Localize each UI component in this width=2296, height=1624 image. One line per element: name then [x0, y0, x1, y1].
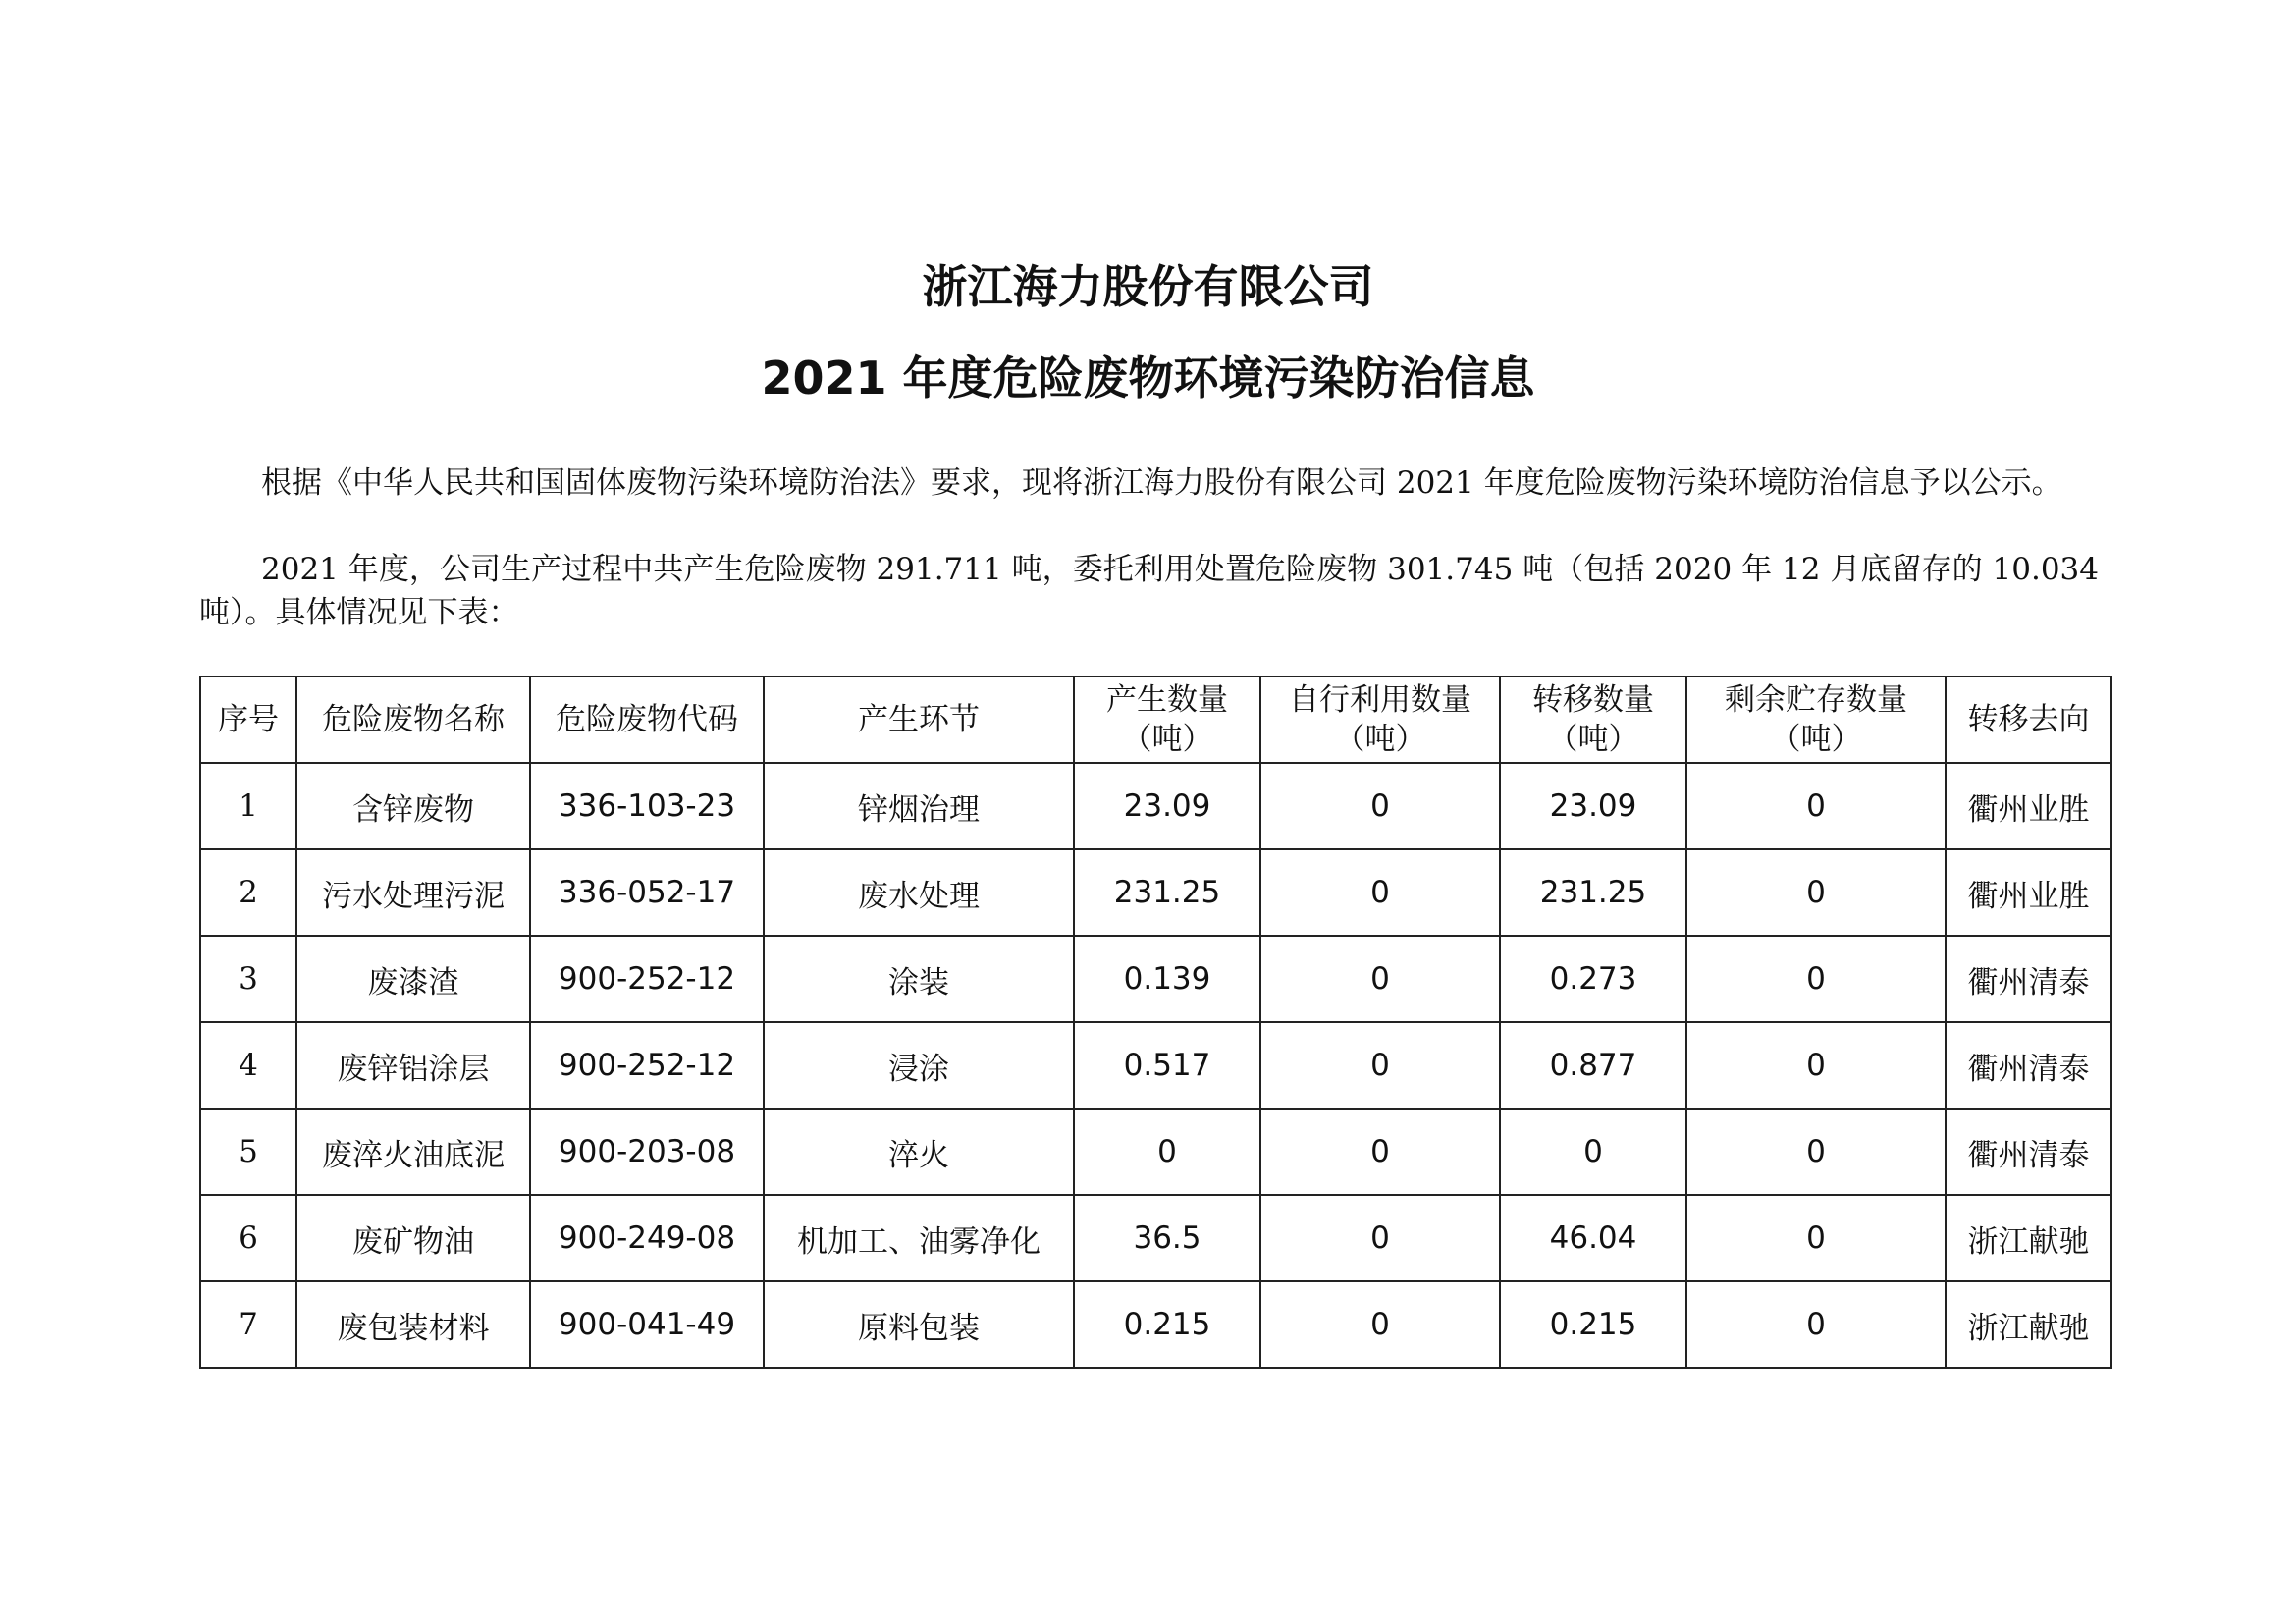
document-title: 浙江海力股份有限公司: [922, 260, 1374, 313]
cell-name: 含锌废物: [296, 763, 530, 849]
cell-code: 900-249-08: [530, 1195, 764, 1281]
table-row: [200, 1109, 2111, 1195]
cell-self-use: 0: [1260, 849, 1500, 936]
table-row: [200, 1022, 2111, 1109]
cell-stage: 废水处理: [764, 849, 1074, 936]
table-row: [200, 1281, 2111, 1368]
cell-produced: 36.5: [1074, 1195, 1260, 1281]
table-header-row: [200, 677, 2111, 763]
cell-produced: 0: [1074, 1109, 1260, 1195]
cell-name: 废淬火油底泥: [296, 1109, 530, 1195]
hazardous-waste-table: [199, 676, 2112, 1369]
header-remaining-label: 剩余贮存数量: [1725, 682, 1907, 718]
cell-remaining: 0: [1686, 1109, 1946, 1195]
cell-code: 336-052-17: [530, 849, 764, 936]
header-transfer-label: 转移数量: [1532, 682, 1654, 718]
header-self-use-label: 自行利用数量: [1289, 682, 1471, 718]
table-row: [200, 849, 2111, 936]
cell-name: 污水处理污泥: [296, 849, 530, 936]
header-code: 危险废物代码: [530, 677, 764, 763]
document-subtitle: 2021 年度危险废物环境污染防治信息: [761, 352, 1535, 405]
cell-code: 336-103-23: [530, 763, 764, 849]
cell-code: 900-252-12: [530, 936, 764, 1022]
cell-self-use: 0: [1260, 936, 1500, 1022]
header-name: 危险废物名称: [296, 677, 530, 763]
cell-destination: 衢州业胜: [1946, 849, 2111, 936]
cell-transfer: 0.215: [1500, 1281, 1686, 1368]
cell-stage: 淬火: [764, 1109, 1074, 1195]
cell-stage: 机加工、油雾净化: [764, 1195, 1074, 1281]
cell-code: 900-252-12: [530, 1022, 764, 1109]
cell-seq: 1: [200, 763, 296, 849]
cell-destination: 浙江献驰: [1946, 1195, 2111, 1281]
cell-seq: 4: [200, 1022, 296, 1109]
cell-seq: 7: [200, 1281, 296, 1368]
cell-produced: 23.09: [1074, 763, 1260, 849]
cell-name: 废矿物油: [296, 1195, 530, 1281]
cell-destination: 衢州清泰: [1946, 1022, 2111, 1109]
cell-remaining: 0: [1686, 1195, 1946, 1281]
cell-code: 900-041-49: [530, 1281, 764, 1368]
header-remaining: [1686, 677, 1946, 763]
cell-transfer: 231.25: [1500, 849, 1686, 936]
cell-stage: 浸涂: [764, 1022, 1074, 1109]
cell-name: 废锌铝涂层: [296, 1022, 530, 1109]
cell-remaining: 0: [1686, 849, 1946, 936]
cell-transfer: 23.09: [1500, 763, 1686, 849]
header-produced-unit: （吨）: [1121, 722, 1213, 757]
table-row: [200, 936, 2111, 1022]
cell-name: 废漆渣: [296, 936, 530, 1022]
cell-remaining: 0: [1686, 763, 1946, 849]
header-stage: 产生环节: [764, 677, 1074, 763]
header-produced-label: 产生数量: [1106, 682, 1228, 718]
cell-remaining: 0: [1686, 936, 1946, 1022]
intro-paragraph: 根据《中华人民共和国固体废物污染环境防治法》要求，现将浙江海力股份有限公司 2021 年度危险废物污染环境防治信息予以公示。: [261, 465, 2062, 501]
cell-code: 900-203-08: [530, 1109, 764, 1195]
header-produced: [1074, 677, 1260, 763]
cell-self-use: 0: [1260, 1109, 1500, 1195]
cell-self-use: 0: [1260, 1281, 1500, 1368]
header-self-use-unit: （吨）: [1334, 722, 1426, 757]
cell-destination: 衢州清泰: [1946, 1109, 2111, 1195]
cell-self-use: 0: [1260, 1195, 1500, 1281]
cell-remaining: 0: [1686, 1281, 1946, 1368]
cell-transfer: 0: [1500, 1109, 1686, 1195]
cell-destination: 衢州清泰: [1946, 936, 2111, 1022]
cell-transfer: 46.04: [1500, 1195, 1686, 1281]
cell-transfer: 0.273: [1500, 936, 1686, 1022]
cell-self-use: 0: [1260, 763, 1500, 849]
header-transfer: [1500, 677, 1686, 763]
cell-produced: 0.215: [1074, 1281, 1260, 1368]
cell-produced: 0.517: [1074, 1022, 1260, 1109]
header-seq: 序号: [200, 677, 296, 763]
header-self-use: [1260, 677, 1500, 763]
cell-produced: 0.139: [1074, 936, 1260, 1022]
table-row: [200, 763, 2111, 849]
cell-stage: 锌烟治理: [764, 763, 1074, 849]
cell-seq: 3: [200, 936, 296, 1022]
cell-stage: 原料包装: [764, 1281, 1074, 1368]
cell-remaining: 0: [1686, 1022, 1946, 1109]
cell-seq: 2: [200, 849, 296, 936]
cell-seq: 5: [200, 1109, 296, 1195]
cell-stage: 涂装: [764, 936, 1074, 1022]
cell-seq: 6: [200, 1195, 296, 1281]
cell-destination: 浙江献驰: [1946, 1281, 2111, 1368]
cell-produced: 231.25: [1074, 849, 1260, 936]
table-row: [200, 1195, 2111, 1281]
cell-self-use: 0: [1260, 1022, 1500, 1109]
header-transfer-unit: （吨）: [1547, 722, 1639, 757]
cell-transfer: 0.877: [1500, 1022, 1686, 1109]
summary-paragraph: 2021 年度，公司生产过程中共产生危险废物 291.711 吨，委托利用处置危险废物 301.745 吨（包括 2020 年 12 月底留存的 10.034 吨）。具体情况见下表：: [199, 552, 2099, 630]
header-destination: 转移去向: [1946, 677, 2111, 763]
cell-destination: 衢州业胜: [1946, 763, 2111, 849]
cell-name: 废包装材料: [296, 1281, 530, 1368]
header-remaining-unit: （吨）: [1770, 722, 1862, 757]
